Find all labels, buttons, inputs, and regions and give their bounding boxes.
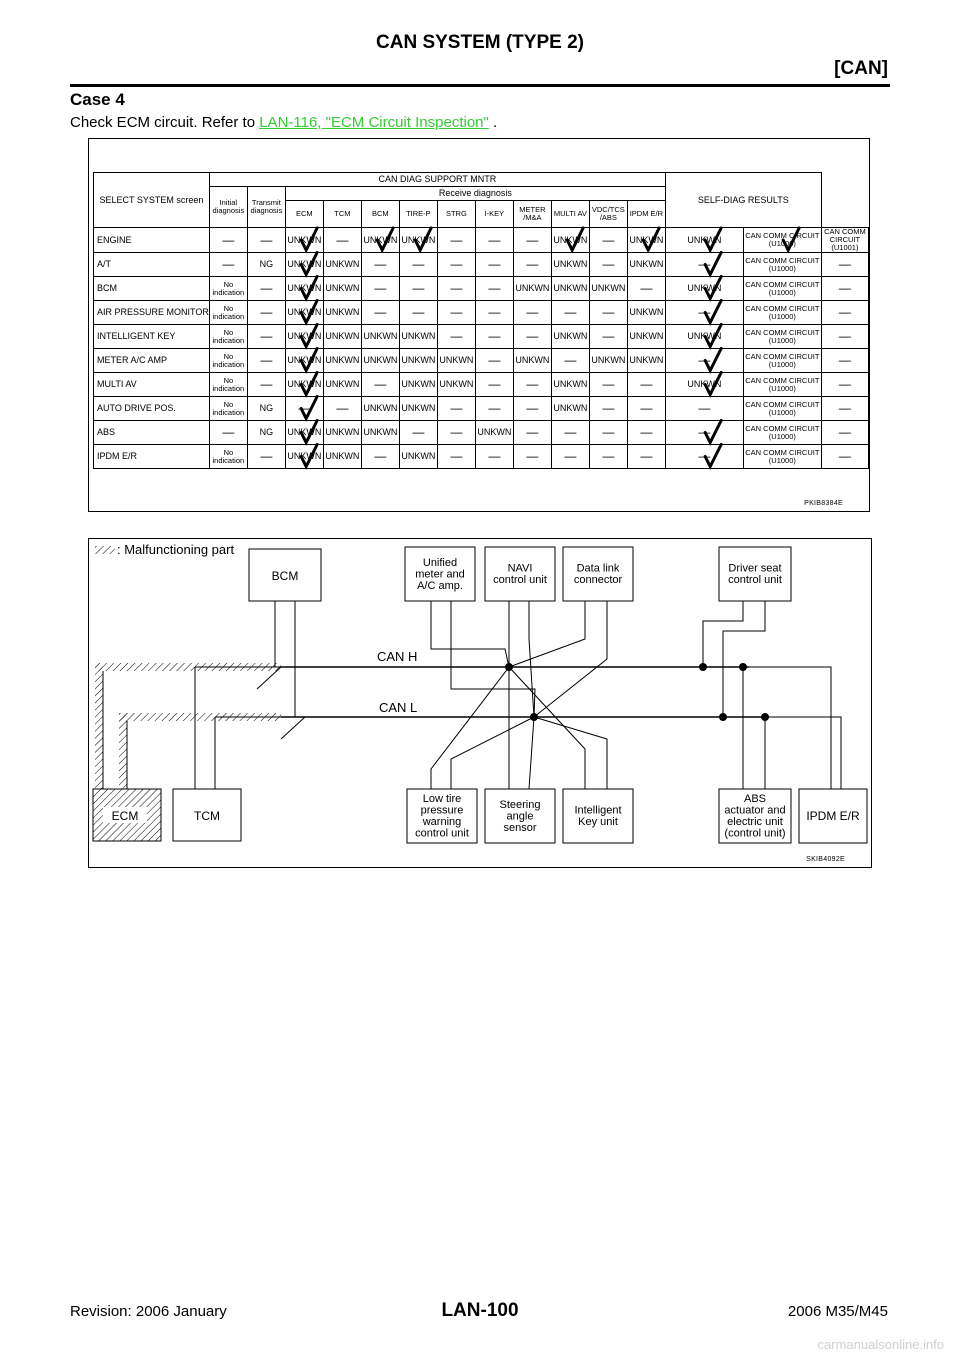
table-cell: — xyxy=(361,253,399,277)
table-cell: UNKWN xyxy=(399,325,437,349)
table-cell: No indication xyxy=(209,445,247,469)
unit-label-line: sensor xyxy=(503,821,537,834)
row-system-name: IPDM E/R xyxy=(94,445,210,469)
transmit-diag-header: Transmit diagnosis xyxy=(247,187,285,228)
table-cell: UNKWN xyxy=(627,228,665,253)
table-cell: — xyxy=(323,228,361,253)
table-cell: UNKWN xyxy=(285,421,323,445)
seat-junction-l xyxy=(719,713,727,721)
steer-wire-l xyxy=(529,717,534,789)
ipdm-label: IPDM E/R xyxy=(806,809,860,823)
tire-pressure-label xyxy=(415,793,469,840)
table-cell: No indication xyxy=(209,349,247,373)
table-cell: — xyxy=(665,421,743,445)
table-cell: UNKWN xyxy=(399,397,437,421)
self-diag-cell: CAN COMM CIRCUIT (U1001) xyxy=(821,228,868,253)
hatched-can-h-drop xyxy=(95,663,103,789)
table-cell: — xyxy=(475,349,513,373)
table-cell: — xyxy=(399,277,437,301)
self-diag-cell: CAN COMM CIRCUIT (U1000) xyxy=(743,253,821,277)
table-cell: — xyxy=(513,228,551,253)
data-link-connector-label xyxy=(574,563,623,587)
check-mark xyxy=(301,253,317,275)
table-cell: No indication xyxy=(209,373,247,397)
col-header: VDC/TCS /ABS xyxy=(589,201,627,228)
legend-hatch-swatch xyxy=(95,546,115,554)
table-cell: — xyxy=(475,373,513,397)
table-cell: NG xyxy=(247,253,285,277)
unit-label-line: control unit xyxy=(493,574,547,586)
table-cell: — xyxy=(475,445,513,469)
abs-junction-l xyxy=(761,713,769,721)
check-mark xyxy=(301,397,317,419)
check-mark xyxy=(705,253,721,275)
can-bus-svg xyxy=(89,539,871,867)
row-system-name: A/T xyxy=(94,253,210,277)
table-cell: — xyxy=(589,397,627,421)
check-mark xyxy=(301,373,317,395)
table-cell: — xyxy=(437,253,475,277)
table-cell: — xyxy=(551,301,589,325)
row-system-name: INTELLIGENT KEY xyxy=(94,325,210,349)
dlc-wire-h xyxy=(509,601,585,667)
table-cell: — xyxy=(475,277,513,301)
table-cell: UNKWN xyxy=(399,445,437,469)
col-header: IPDM E/R xyxy=(627,201,665,228)
table-cell: — xyxy=(589,421,627,445)
table-cell: UNKWN xyxy=(323,325,361,349)
table-cell: — xyxy=(551,445,589,469)
table-cell: NG xyxy=(247,397,285,421)
table-cell: — xyxy=(247,301,285,325)
table-cell: UNKWN xyxy=(399,373,437,397)
check-mark xyxy=(301,228,317,250)
table-cell: — xyxy=(627,373,665,397)
check-mark xyxy=(705,228,721,250)
self-diag-cell: CAN COMM CIRCUIT (U1000) xyxy=(743,325,821,349)
table-cell: UNKWN xyxy=(551,277,589,301)
row-system-name: ENGINE xyxy=(94,228,210,253)
footer-model: 2006 M35/M45 xyxy=(787,1303,888,1320)
can-bus-diagram xyxy=(88,538,872,868)
col-header: BCM xyxy=(361,201,399,228)
row-system-name: AIR PRESSURE MONITOR xyxy=(94,301,210,325)
check-mark xyxy=(783,228,799,250)
tire-wire-l xyxy=(451,717,534,789)
self-diag-cell: CAN COMM CIRCUIT (U1000) xyxy=(743,277,821,301)
table-cell: — xyxy=(551,349,589,373)
hatched-can-l-drop xyxy=(119,713,127,789)
table-cell: UNKWN xyxy=(475,421,513,445)
intelligent-key-label xyxy=(574,805,621,829)
table-cell: — xyxy=(513,445,551,469)
table-cell: — xyxy=(513,253,551,277)
table-cell: UNKWN xyxy=(551,253,589,277)
unit-label-line: (control unit) xyxy=(724,827,786,840)
select-system-header: SELECT SYSTEM screen xyxy=(94,173,210,228)
table-cell: UNKWN xyxy=(665,325,743,349)
table-cell: UNKWN xyxy=(437,349,475,373)
table-cell: UNKWN xyxy=(323,277,361,301)
table-cell: — xyxy=(437,277,475,301)
table-cell: — xyxy=(437,397,475,421)
table-cell: — xyxy=(437,445,475,469)
tcm-label: TCM xyxy=(194,809,220,823)
unit-label-line: Data link xyxy=(576,562,620,575)
table-cell: — xyxy=(513,421,551,445)
table-cell: UNKWN xyxy=(665,373,743,397)
header-rule xyxy=(70,84,890,87)
self-diag-cell: CAN COMM CIRCUIT (U1000) xyxy=(743,445,821,469)
table-cell: UNKWN xyxy=(323,421,361,445)
check-marks-layer xyxy=(89,139,869,511)
table-cell: — xyxy=(399,253,437,277)
table-cell: UNKWN xyxy=(323,253,361,277)
table-cell: — xyxy=(589,373,627,397)
col-header: ECM xyxy=(285,201,323,228)
ikey-wire-l xyxy=(534,717,607,789)
check-mark xyxy=(301,301,317,323)
unit-label-line: pressure xyxy=(420,804,464,817)
table-cell: UNKWN xyxy=(285,349,323,373)
table-cell: UNKWN xyxy=(551,397,589,421)
table-cell: UNKWN xyxy=(551,325,589,349)
page-title: CAN SYSTEM (TYPE 2) xyxy=(376,32,584,53)
table-cell: — xyxy=(323,397,361,421)
self-diag-cell: CAN COMM CIRCUIT (U1000) xyxy=(743,228,821,253)
row-system-name: AUTO DRIVE POS. xyxy=(94,397,210,421)
watermark: carmanualsonline.info xyxy=(817,1337,944,1352)
tire-wire-h xyxy=(431,667,509,789)
abs-junction-h xyxy=(739,663,747,671)
bcm-label: BCM xyxy=(271,569,299,583)
ecm-circuit-link[interactable]: LAN-116, "ECM Circuit Inspection" xyxy=(259,114,489,131)
table-cell: — xyxy=(475,301,513,325)
table-cell: — xyxy=(285,397,323,421)
table-cell: UNKWN xyxy=(323,349,361,373)
case-title: Case 4 xyxy=(70,90,125,109)
table-cell: UNKWN xyxy=(285,373,323,397)
col-header: TIRE-P xyxy=(399,201,437,228)
self-diag-cell: — xyxy=(821,349,868,373)
check-mark xyxy=(415,228,431,250)
unit-label-line: Driver seat xyxy=(728,562,782,575)
driver-seat-label xyxy=(728,563,782,587)
unit-label-line: NAVI xyxy=(507,562,533,575)
receive-diag-header: Receive diagnosis xyxy=(285,187,665,201)
table-cell: UNKWN xyxy=(323,301,361,325)
figure-id: PKIB8384E xyxy=(804,500,843,507)
unit-label-line: Key unit xyxy=(578,816,618,828)
table-cell: — xyxy=(247,277,285,301)
seat-junction-h xyxy=(699,663,707,671)
table-cell: UNKWN xyxy=(285,301,323,325)
table-cell: — xyxy=(627,277,665,301)
table-cell: — xyxy=(437,228,475,253)
col-header: MULTI AV xyxy=(551,201,589,228)
check-mark xyxy=(301,445,317,467)
unit-label-line: angle xyxy=(506,810,534,823)
check-mark xyxy=(705,325,721,347)
table-cell: — xyxy=(247,325,285,349)
self-diag-cell: — xyxy=(821,325,868,349)
check-mark xyxy=(705,277,721,299)
table-cell: — xyxy=(665,301,743,325)
table-cell: — xyxy=(513,397,551,421)
ipdm-wire-l xyxy=(765,717,841,789)
table-cell: UNKWN xyxy=(665,228,743,253)
unit-label-line: control unit xyxy=(415,827,469,840)
self-diag-cell: CAN COMM CIRCUIT (U1000) xyxy=(743,301,821,325)
table-cell: UNKWN xyxy=(513,277,551,301)
legend-text: : Malfunctioning part xyxy=(117,542,235,557)
table-cell: — xyxy=(665,397,743,421)
table-cell: UNKWN xyxy=(285,277,323,301)
table-cell: UNKWN xyxy=(627,349,665,373)
col-header: STRG xyxy=(437,201,475,228)
self-diag-cell: CAN COMM CIRCUIT (U1000) xyxy=(743,397,821,421)
check-mark xyxy=(643,228,659,250)
unit-label-line: Low tire xyxy=(422,793,462,805)
table-cell: — xyxy=(361,277,399,301)
check-mark xyxy=(567,228,583,250)
table-cell: — xyxy=(627,421,665,445)
self-diag-cell: — xyxy=(821,373,868,397)
unit-label-line: Intelligent xyxy=(574,804,622,817)
unit-label-line: connector xyxy=(573,574,623,586)
table-cell: UNKWN xyxy=(361,421,399,445)
table-cell: — xyxy=(361,301,399,325)
table-cell: UNKWN xyxy=(627,301,665,325)
check-mark xyxy=(705,301,721,323)
check-mark xyxy=(377,228,393,250)
can-h-junction xyxy=(505,663,513,671)
table-cell: UNKWN xyxy=(399,228,437,253)
table-cell: — xyxy=(589,228,627,253)
can-l-break xyxy=(281,717,305,739)
col-header: METER /M&A xyxy=(513,201,551,228)
table-cell: UNKWN xyxy=(285,228,323,253)
table-cell: UNKWN xyxy=(285,445,323,469)
unit-label-line: A/C amp. xyxy=(417,579,463,592)
seat-wire-l xyxy=(723,601,765,717)
table-cell: — xyxy=(209,253,247,277)
row-system-name: ABS xyxy=(94,421,210,445)
check-mark xyxy=(705,373,721,395)
table-cell: — xyxy=(589,445,627,469)
col-header: TCM xyxy=(323,201,361,228)
ipdm-wire-h xyxy=(743,667,831,789)
row-system-name: MULTI AV xyxy=(94,373,210,397)
table-cell: — xyxy=(209,421,247,445)
table-cell: No indication xyxy=(209,325,247,349)
table-cell: — xyxy=(209,228,247,253)
self-diag-cell: — xyxy=(821,253,868,277)
table-cell: — xyxy=(247,373,285,397)
check-mark xyxy=(705,421,721,443)
table-cell: — xyxy=(627,445,665,469)
table-cell: UNKWN xyxy=(285,253,323,277)
dlc-wire-l xyxy=(534,601,607,717)
unit-label-line: Steering xyxy=(499,798,541,811)
table-cell: UNKWN xyxy=(399,349,437,373)
unit-label-line: control unit xyxy=(728,574,782,586)
self-diag-cell: — xyxy=(821,301,868,325)
table-cell: UNKWN xyxy=(361,349,399,373)
table-cell: No indication xyxy=(209,301,247,325)
table-cell: — xyxy=(399,421,437,445)
self-diag-cell: — xyxy=(821,421,868,445)
table-cell: — xyxy=(665,349,743,373)
diag-title: CAN DIAG SUPPORT MNTR xyxy=(209,173,665,187)
can-diag-figure xyxy=(88,138,870,512)
instruction-prefix: Check ECM circuit. Refer to xyxy=(70,114,260,131)
table-cell: — xyxy=(361,445,399,469)
self-diag-cell: — xyxy=(821,445,868,469)
check-mark xyxy=(301,349,317,371)
row-system-name: BCM xyxy=(94,277,210,301)
self-diag-header: SELF-DIAG RESULTS xyxy=(665,173,821,228)
table-cell: UNKWN xyxy=(361,228,399,253)
table-cell: UNKWN xyxy=(361,325,399,349)
table-cell: UNKWN xyxy=(285,325,323,349)
table-cell: — xyxy=(247,445,285,469)
can-l-junction xyxy=(530,713,538,721)
table-cell: — xyxy=(437,301,475,325)
self-diag-cell: — xyxy=(821,397,868,421)
table-cell: — xyxy=(589,301,627,325)
self-diag-cell: CAN COMM CIRCUIT (U1000) xyxy=(743,421,821,445)
table-cell: — xyxy=(551,421,589,445)
unit-label-line: actuator and xyxy=(724,804,786,817)
table-cell: — xyxy=(437,325,475,349)
initial-diag-header: Initial diagnosis xyxy=(209,187,247,228)
table-cell: UNKWN xyxy=(551,228,589,253)
can-h-label: CAN H xyxy=(377,649,418,664)
table-cell: — xyxy=(437,421,475,445)
self-diag-cell: CAN COMM CIRCUIT (U1000) xyxy=(743,349,821,373)
check-mark xyxy=(301,421,317,443)
unit-label-line: Unified xyxy=(422,556,458,569)
section-label: [CAN] xyxy=(834,58,888,79)
figure-id: SKIB4092E xyxy=(806,856,845,863)
check-mark xyxy=(705,349,721,371)
unit-label-line: electric unit xyxy=(727,816,783,828)
table-cell: — xyxy=(399,301,437,325)
table-cell: — xyxy=(475,325,513,349)
unit-label-line: ABS xyxy=(743,793,767,805)
table-cell: UNKWN xyxy=(437,373,475,397)
table-cell: UNKWN xyxy=(323,373,361,397)
footer-page-number: LAN-100 xyxy=(441,1300,519,1321)
table-cell: — xyxy=(475,253,513,277)
table-cell: NG xyxy=(247,421,285,445)
ecm-label: ECM xyxy=(111,809,139,823)
table-cell: — xyxy=(475,228,513,253)
table-cell: — xyxy=(247,349,285,373)
table-cell: — xyxy=(513,301,551,325)
table-cell: UNKWN xyxy=(589,277,627,301)
table-cell: UNKWN xyxy=(323,445,361,469)
table-cell: — xyxy=(589,325,627,349)
table-cell: UNKWN xyxy=(627,325,665,349)
table-cell: UNKWN xyxy=(665,277,743,301)
meter-wire-h xyxy=(431,601,509,667)
table-cell: — xyxy=(475,397,513,421)
table-cell: UNKWN xyxy=(513,349,551,373)
table-cell: — xyxy=(513,325,551,349)
table-cell: — xyxy=(513,373,551,397)
table-cell: — xyxy=(627,397,665,421)
unit-label-line: meter and xyxy=(415,568,465,581)
self-diag-cell: CAN COMM CIRCUIT (U1000) xyxy=(743,373,821,397)
table-cell: No indication xyxy=(209,397,247,421)
col-header: I-KEY xyxy=(475,201,513,228)
check-mark xyxy=(301,325,317,347)
check-mark xyxy=(301,277,317,299)
can-l-label: CAN L xyxy=(379,700,418,715)
footer-revision: Revision: 2006 January xyxy=(70,1303,227,1320)
check-mark xyxy=(705,445,721,467)
table-cell: UNKWN xyxy=(589,349,627,373)
self-diag-cell: — xyxy=(821,277,868,301)
table-cell: — xyxy=(665,445,743,469)
table-cell: UNKWN xyxy=(551,373,589,397)
table-cell: No indication xyxy=(209,277,247,301)
instruction xyxy=(70,114,497,131)
table-cell: — xyxy=(247,228,285,253)
table-cell: UNKWN xyxy=(627,253,665,277)
table-cell: — xyxy=(589,253,627,277)
row-system-name: METER A/C AMP xyxy=(94,349,210,373)
table-cell: — xyxy=(665,253,743,277)
table-cell: — xyxy=(361,373,399,397)
instruction-suffix: . xyxy=(488,114,498,131)
table-cell: UNKWN xyxy=(361,397,399,421)
unit-label-line: warning xyxy=(422,816,462,828)
meter-wire-l xyxy=(451,601,535,717)
